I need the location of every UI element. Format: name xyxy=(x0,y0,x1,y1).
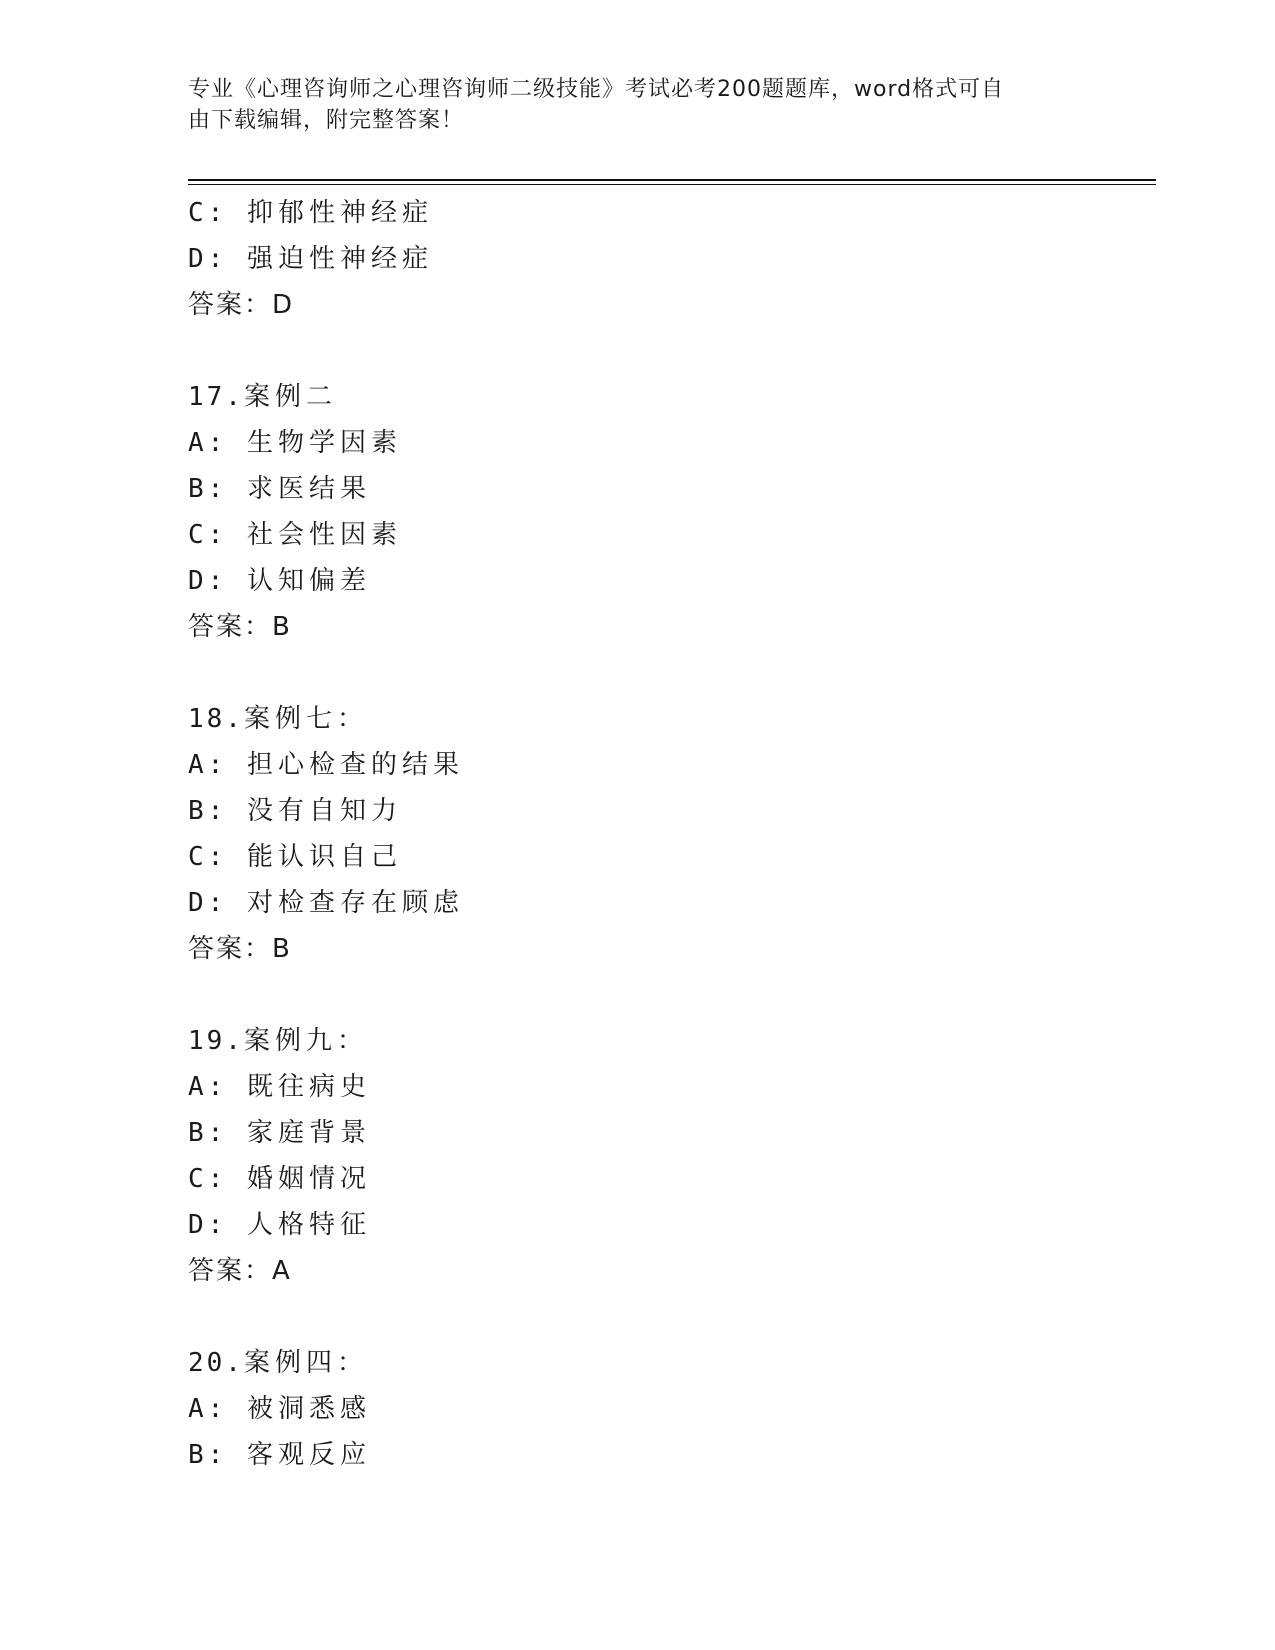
option-letter: D: xyxy=(188,888,228,918)
option-text: 对检查存在顾虑 xyxy=(246,888,464,918)
question-number: 20. xyxy=(188,1348,244,1378)
option-line xyxy=(188,788,1148,834)
question-list xyxy=(188,190,1148,1478)
header-rule-thin xyxy=(188,184,1156,185)
option-letter: A: xyxy=(188,750,228,780)
option-letter: A: xyxy=(188,1394,228,1424)
question-title xyxy=(188,696,1148,742)
option-letter: D: xyxy=(188,566,228,596)
option-letter: C: xyxy=(188,198,228,228)
question-text: 案例二 xyxy=(243,382,337,412)
question-title xyxy=(188,1018,1148,1064)
option-letter: D: xyxy=(188,244,228,274)
option-text: 人格特征 xyxy=(246,1210,371,1240)
answer-line: 答案：A xyxy=(188,1256,292,1286)
question-number: 19. xyxy=(188,1026,244,1056)
option-text: 强迫性神经症 xyxy=(246,244,433,274)
option-letter: B: xyxy=(188,1118,228,1148)
question-title xyxy=(188,374,1148,420)
option-line xyxy=(188,558,1148,604)
option-letter: A: xyxy=(188,428,228,458)
question-text: 案例九： xyxy=(243,1026,368,1056)
option-text: 既往病史 xyxy=(246,1072,371,1102)
option-text: 抑郁性神经症 xyxy=(246,198,433,228)
option-line xyxy=(188,190,1148,236)
option-text: 求医结果 xyxy=(246,474,371,504)
option-text: 社会性因素 xyxy=(246,520,402,550)
answer-line: 答案：B xyxy=(188,934,292,964)
spacer xyxy=(188,650,1148,696)
option-letter: C: xyxy=(188,842,228,872)
option-text: 婚姻情况 xyxy=(246,1164,371,1194)
option-line xyxy=(188,466,1148,512)
option-text: 家庭背景 xyxy=(246,1118,371,1148)
question-number: 18. xyxy=(188,704,244,734)
option-line xyxy=(188,1064,1148,1110)
question-title xyxy=(188,1340,1148,1386)
option-letter: B: xyxy=(188,796,228,826)
option-letter: A: xyxy=(188,1072,228,1102)
option-line xyxy=(188,1202,1148,1248)
option-letter: B: xyxy=(188,474,228,504)
option-text: 没有自知力 xyxy=(246,796,402,826)
option-line xyxy=(188,880,1148,926)
header-line-1: 专业《心理咨询师之心理咨询师二级技能》考试必考200题题库，word格式可自 xyxy=(188,77,1005,102)
option-line xyxy=(188,1156,1148,1202)
spacer xyxy=(188,328,1148,374)
question-text: 案例四： xyxy=(243,1348,368,1378)
option-text: 担心检查的结果 xyxy=(246,750,464,780)
question-text: 案例七： xyxy=(243,704,368,734)
option-line xyxy=(188,1386,1148,1432)
header-rule-thick xyxy=(188,179,1156,181)
option-line xyxy=(188,1110,1148,1156)
option-text: 被洞悉感 xyxy=(246,1394,371,1424)
option-line xyxy=(188,236,1148,282)
option-letter: C: xyxy=(188,520,228,550)
option-letter: D: xyxy=(188,1210,228,1240)
option-line xyxy=(188,834,1148,880)
spacer xyxy=(188,1294,1148,1340)
option-letter: C: xyxy=(188,1164,228,1194)
header-line-2: 由下载编辑，附完整答案！ xyxy=(188,108,465,133)
document-header xyxy=(188,74,1068,136)
answer-line: 答案：B xyxy=(188,612,292,642)
answer-line: 答案：D xyxy=(188,290,295,320)
option-text: 认知偏差 xyxy=(246,566,371,596)
spacer xyxy=(188,972,1148,1018)
option-text: 生物学因素 xyxy=(246,428,402,458)
option-line xyxy=(188,420,1148,466)
option-line xyxy=(188,742,1148,788)
question-number: 17. xyxy=(188,382,244,412)
option-line xyxy=(188,1432,1148,1478)
option-letter: B: xyxy=(188,1440,228,1470)
option-line xyxy=(188,512,1148,558)
option-text: 客观反应 xyxy=(246,1440,371,1470)
option-text: 能认识自己 xyxy=(246,842,402,872)
